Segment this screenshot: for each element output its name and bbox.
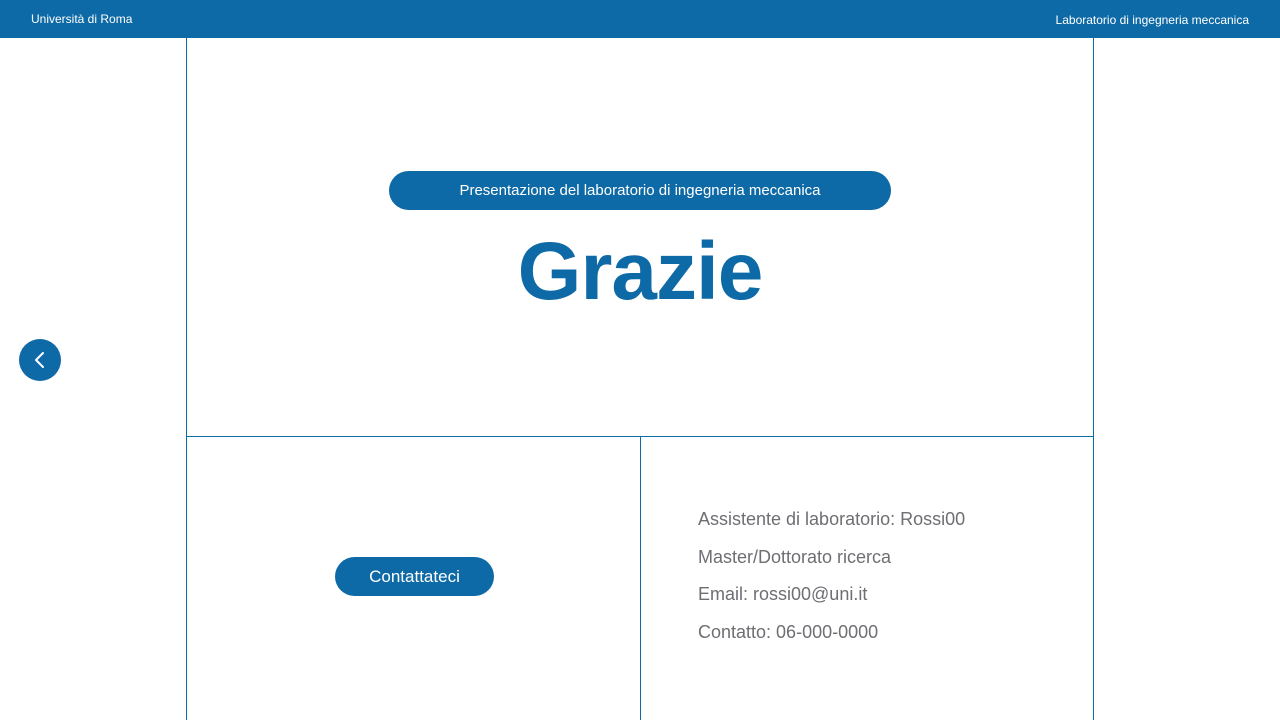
hero-section	[187, 38, 1093, 437]
chevron-left-icon	[33, 351, 47, 369]
page-title: Grazie	[517, 226, 763, 317]
subtitle-pill: Presentazione del laboratorio di ingegneria meccanica	[389, 171, 891, 210]
info-list	[698, 508, 965, 658]
info-phone: Contatto: 06-000-0000	[698, 621, 879, 642]
previous-slide-button[interactable]	[19, 339, 61, 381]
top-bar	[0, 0, 1280, 38]
university-name: Università di Roma	[31, 12, 133, 26]
info-section	[641, 437, 1093, 720]
slide-frame	[186, 38, 1094, 720]
info-assistant: Assistente di laboratorio: Rossi00	[698, 509, 966, 529]
info-program: Master/Dottorato ricerca	[698, 546, 892, 567]
info-email: Email: rossi00@uni.it	[698, 584, 868, 604]
contact-section	[187, 437, 641, 720]
lab-name: Laboratorio di ingegneria meccanica	[1055, 13, 1249, 27]
contact-button[interactable]: Contattateci	[335, 557, 494, 596]
